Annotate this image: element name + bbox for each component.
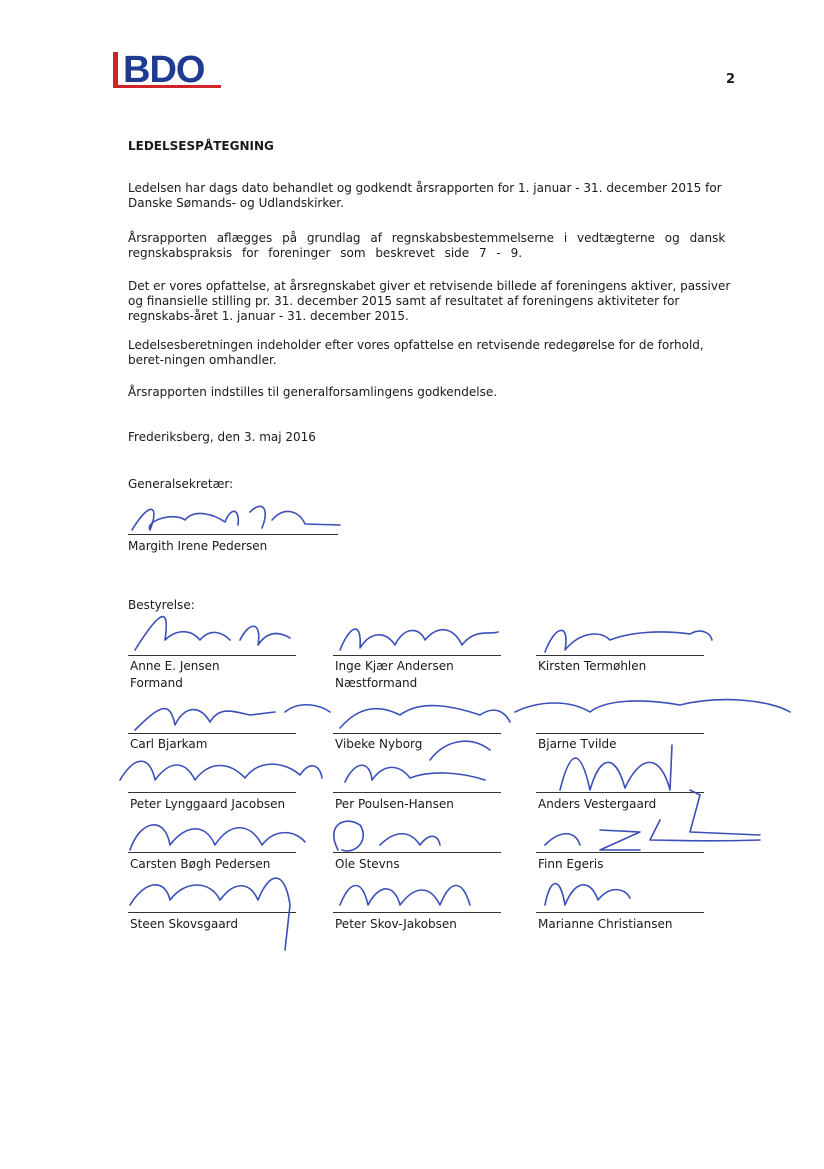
signature-line [333,655,501,656]
signature-anders-vestergaard [560,745,760,835]
signature-peter-jacobsen [120,761,322,780]
signatory-name: Carsten Bøgh Pedersen [130,857,271,871]
signature-bjarne-tvilde [515,700,790,712]
signature-line [536,912,704,913]
signature-margith [132,506,340,530]
signature-per-poulsen-hansen [345,765,485,782]
paragraph-1: Ledelsen har dags dato behandlet og godkendt årsrapporten for 1. januar - 31. december 2015 for Danske Sømands- og Udlandskirker. [128,181,722,210]
signature-anne-jensen [135,617,290,650]
paragraph-2: Årsrapporten aflægges på grundlag af regnskabsbestemmelserne i vedtægterne og dansk regnskabspraksis for foreninger som beskrevet side 7 - 9. [128,231,726,260]
general-secretary-label: Generalsekretær: [128,477,234,491]
signatory-name: Kirsten Termøhlen [538,659,647,673]
signature-steen-skovsgaard [130,878,290,950]
signature-line [536,852,704,853]
signatory-name: Anders Vestergaard [538,797,657,811]
signature-inge-andersen [340,629,498,650]
bdo-logo [113,48,221,94]
signatory-name: Vibeke Nyborg [335,737,423,751]
signature-line [128,912,296,913]
signatory-name: Finn Egeris [538,857,604,871]
signatory-name: Inge Kjær Andersen [335,659,454,673]
signature-line [536,792,704,793]
signature-line [128,792,296,793]
signature-finn-egeris [545,820,760,850]
signature-ole-stevns [334,821,440,851]
signatory-name: Ole Stevns [335,857,400,871]
signatory-role: Næstformand [335,676,418,690]
signature-line [128,534,338,535]
signature-line [333,792,501,793]
signature-marianne-christiansen [545,884,630,905]
signature-line [536,655,704,656]
paragraph-3: Det er vores opfattelse, at årsregnskabet giver et retvisende billede af foreningens aktiver, passiver og finansielle stilling pr. 31. december 2015 samt af resultatet af foreningens aktiviteter for regnskabs-året 1. januar - 31. december 2015. [128,279,731,323]
signature-line [333,733,501,734]
signature-line [536,733,704,734]
paragraph-4: Ledelsesberetningen indeholder efter vores opfattelse en retvisende redegørelse for de forhold, beret-ningen omhandler. [128,338,704,367]
signature-line [333,852,501,853]
signatory-name: Margith Irene Pedersen [128,539,268,553]
signature-line [333,912,501,913]
signatory-name: Steen Skovsgaard [130,917,239,931]
signature-peter-skov-jakobsen [340,885,470,905]
signatory-role: Formand [130,676,183,690]
signatory-name: Bjarne Tvilde [538,737,617,751]
svg-text:BDO: BDO [123,49,205,91]
signatory-name: Peter Lynggaard Jacobsen [130,797,286,811]
signature-carsten-pedersen [130,825,305,850]
board-label: Bestyrelse: [128,598,195,612]
document-heading: LEDELSESPÅTEGNING [128,139,274,153]
page-number: 2 [726,72,736,87]
signatory-name: Marianne Christiansen [538,917,673,931]
place-date: Frederiksberg, den 3. maj 2016 [128,430,316,444]
paragraph-5: Årsrapporten indstilles til generalforsamlingens godkendelse. [128,385,498,399]
signature-kirsten-termohlen [545,630,712,652]
signature-line [128,852,296,853]
signatory-name: Carl Bjarkam [130,737,208,751]
signatory-name: Peter Skov-Jakobsen [335,917,457,931]
signatory-name: Per Poulsen-Hansen [335,797,454,811]
signatory-name: Anne E. Jensen [130,659,220,673]
signature-line [128,733,296,734]
signature-line [128,655,296,656]
signature-carl-bjarkam [135,705,330,730]
